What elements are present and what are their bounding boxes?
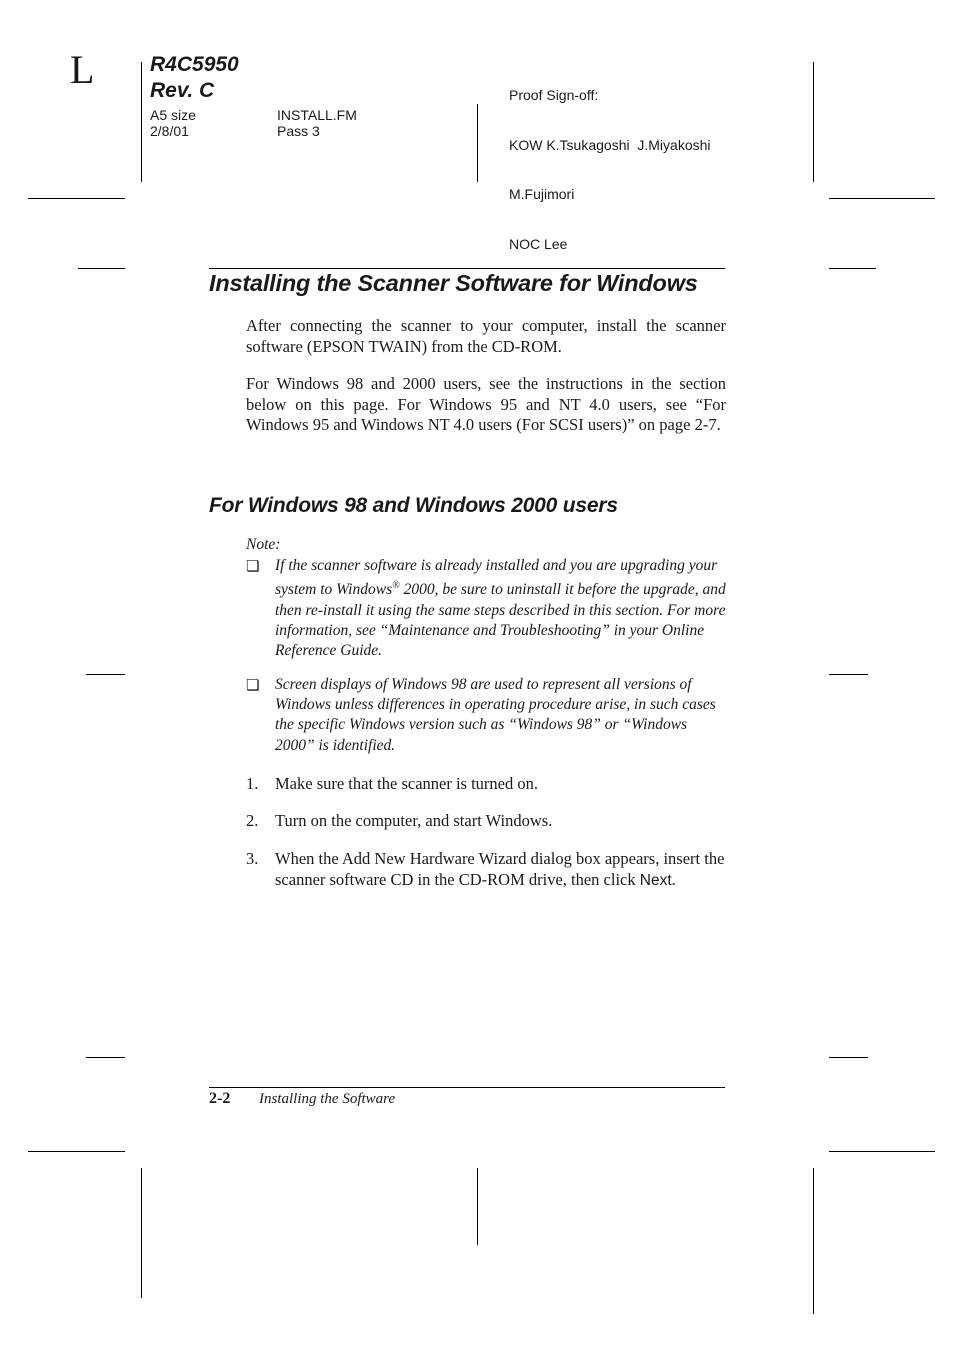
crop-mark [813,62,814,182]
crop-mark [28,198,125,199]
crop-mark [86,1057,125,1058]
crop-mark [829,674,868,675]
step-text [275,849,726,891]
crop-mark [141,62,142,182]
step-text: Turn on the computer, and start Windows. [275,811,553,830]
step-text: Make sure that the scanner is turned on. [275,774,539,793]
step-text-part: When the Add New Hardware Wizard dialog box appears, insert the scanner software CD in the CD-ROM drive, then click [275,849,725,889]
page-title: Installing the Scanner Software for Windows [209,270,698,296]
crop-mark [477,1168,478,1245]
step-number: 2. [246,811,259,830]
crop-mark [829,1057,868,1058]
page-number: 2-2 [209,1090,231,1107]
step-number: 1. [246,774,259,793]
proof-line: Proof Sign-off: [509,87,599,103]
note-item [275,556,726,661]
next-button-reference: Next [639,871,672,889]
checkbox-bullet-icon: ❏ [246,557,260,575]
proof-line: M.Fujimori [509,186,575,202]
corner-letter: L [70,47,95,92]
step-number: 3. [246,849,259,868]
heading-rule [209,268,725,269]
proof-line: KOW K.Tsukagoshi J.Miyakoshi [509,136,711,153]
proof-line: NOC Lee [509,235,568,252]
paper-size: A5 size [150,107,196,123]
checkbox-bullet-icon: ❏ [246,676,260,694]
crop-mark [141,1168,142,1298]
crop-mark [829,198,935,199]
project-code [150,52,239,104]
intro-paragraph: After connecting the scanner to your computer, install the scanner software (EPSON TWAIN) from the CD-ROM. [246,316,726,356]
running-footer-title: Installing the Software [259,1091,396,1107]
note-label: Note: [246,536,281,553]
crop-mark [477,104,478,182]
note-item: Screen displays of Windows 98 are used to represent all versions of Windows unless differences in operating procedure arise, in such cases the specific Windows version such as “Windows 98” or “Windows 2000” is identified. [275,676,716,754]
pass-number: Pass 3 [277,123,320,139]
step-text-part: . [671,869,676,889]
footer-rule [209,1087,725,1088]
project-code-line: R4C5950 [150,53,239,76]
proof-signoff [509,54,711,269]
file-name: INSTALL.FM [277,107,357,123]
registered-mark: ® [392,580,400,592]
note-text: If the scanner software is already installed and you are upgrading your system to Windows [275,557,718,599]
crop-mark [829,1151,935,1152]
crop-mark [86,674,125,675]
print-date: 2/8/01 [150,123,189,139]
section-heading: For Windows 98 and Windows 2000 users [209,494,618,517]
crop-mark [829,268,876,269]
revision-line: Rev. C [150,79,215,102]
crop-mark [813,1168,814,1314]
windows-version-paragraph: For Windows 98 and 2000 users, see the instructions in the section below on this page. For Windows 95 and NT 4.0 users, see “For Windows 95 and Windows NT 4.0 users (For SCSI users)” on page 2-7. [246,374,726,434]
crop-mark [78,268,125,269]
note-text: 2000, be sure to uninstall it before the upgrade, and then re-install it using the same steps described in this section. For more information, see “Maintenance and Troubleshooting” in your Online Reference Guide. [275,581,726,659]
crop-mark [28,1151,125,1152]
